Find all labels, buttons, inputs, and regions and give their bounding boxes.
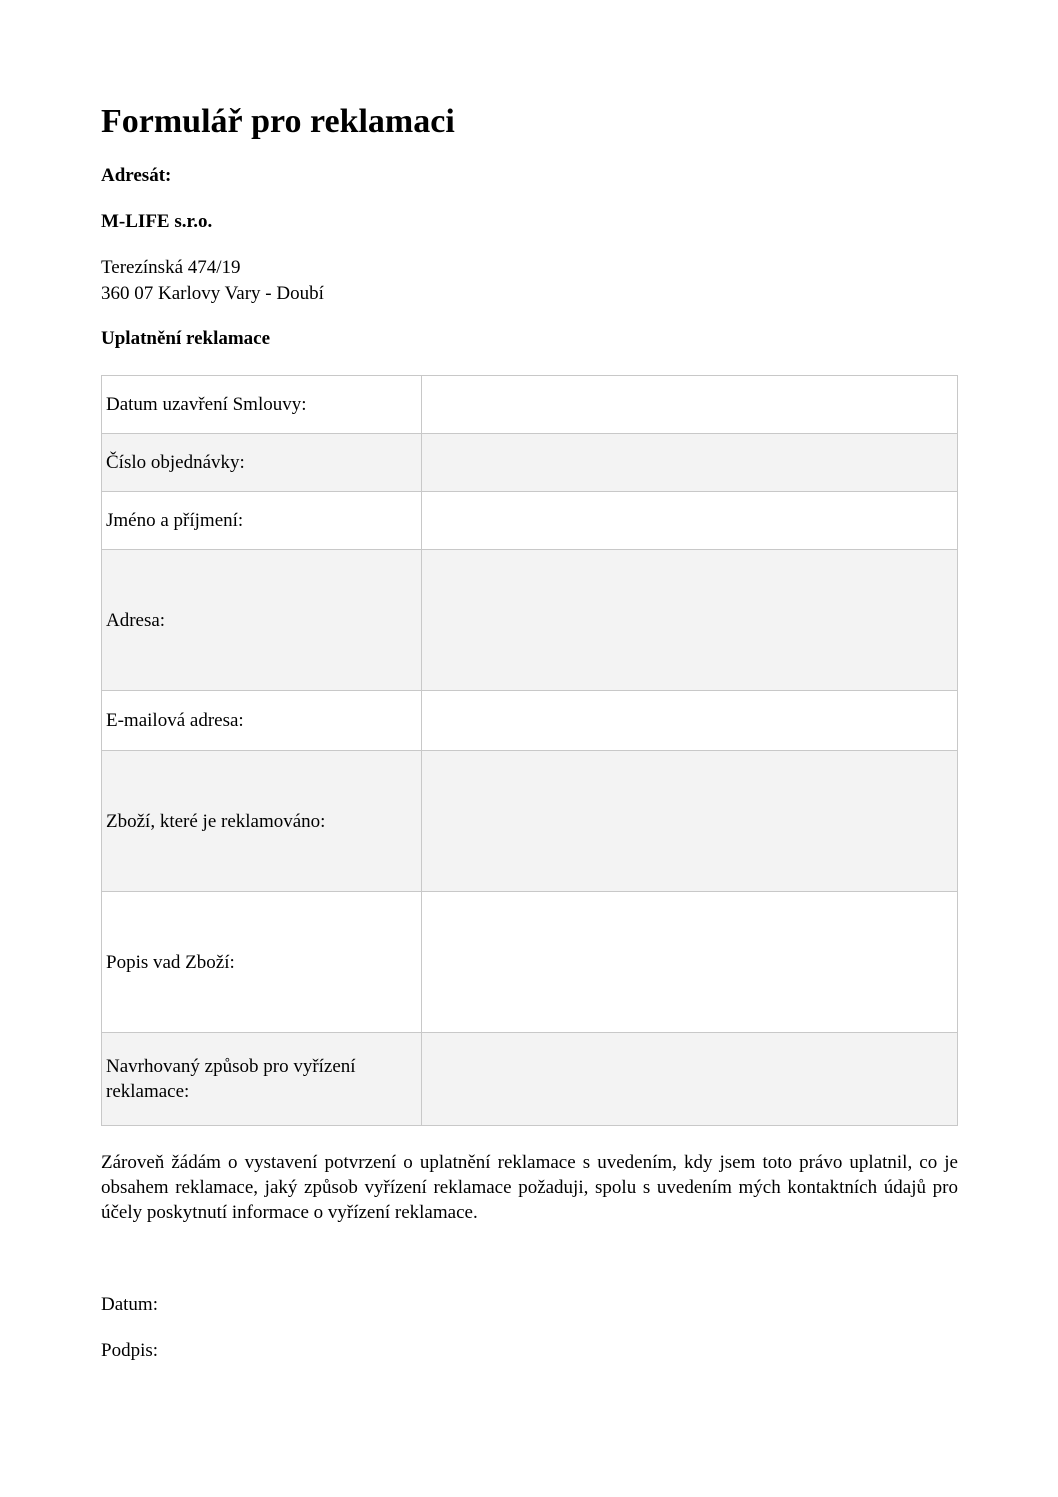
address-field[interactable]: [422, 550, 958, 691]
row-label-order-number: Číslo objednávky:: [102, 434, 422, 492]
resolution-method-field[interactable]: [422, 1033, 958, 1126]
complaint-form-table: [101, 375, 958, 1126]
table-row: [102, 492, 958, 550]
row-label-address: Adresa:: [102, 550, 422, 691]
address-city: 360 07 Karlovy Vary - Doubí: [101, 283, 324, 304]
contract-date-field[interactable]: [422, 376, 958, 434]
goods-field[interactable]: [422, 751, 958, 892]
defect-description-field[interactable]: [422, 892, 958, 1033]
address-street: Terezínská 474/19: [101, 257, 241, 278]
row-label-goods: Zboží, které je reklamováno:: [102, 751, 422, 892]
email-field[interactable]: [422, 691, 958, 751]
table-row: [102, 691, 958, 751]
signature-label: Podpis:: [101, 1340, 159, 1361]
table-row: [102, 1033, 958, 1126]
table-row: [102, 751, 958, 892]
row-label-defect-description: Popis vad Zboží:: [102, 892, 422, 1033]
page-title: Formulář pro reklamaci: [101, 103, 455, 140]
row-label-contract-date: Datum uzavření Smlouvy:: [102, 376, 422, 434]
row-label-resolution-method: Navrhovaný způsob pro vyřízení reklamace:: [102, 1033, 422, 1126]
order-number-field[interactable]: [422, 434, 958, 492]
row-label-full-name: Jméno a příjmení:: [102, 492, 422, 550]
table-row: [102, 892, 958, 1033]
table-row: [102, 550, 958, 691]
statement-paragraph: Zároveň žádám o vystavení potvrzení o uplatnění reklamace s uvedením, kdy jsem toto právo uplatnil, co je obsahem reklamace, jaký způsob vyřízení reklamace požaduji, spolu s uvedením mých kontaktních údajů pro účely poskytnutí informace o vyřízení reklamace.: [101, 1152, 958, 1223]
company-name: M-LIFE s.r.o.: [101, 211, 213, 232]
full-name-field[interactable]: [422, 492, 958, 550]
section-title: Uplatnění reklamace: [101, 328, 271, 349]
table-row: [102, 376, 958, 434]
table-row: [102, 434, 958, 492]
row-label-email: E-mailová adresa:: [102, 691, 422, 751]
date-label: Datum:: [101, 1294, 158, 1315]
addressee-label: Adresát:: [101, 165, 172, 186]
